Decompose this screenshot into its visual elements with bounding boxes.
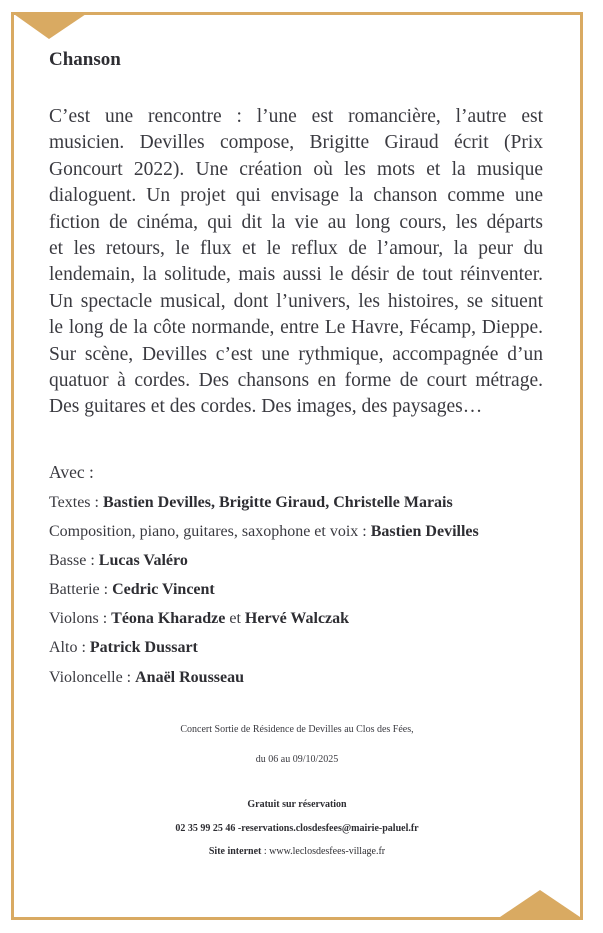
credit-item-violoncelle (49, 666, 479, 695)
credit-names: Lucas Valéro (98, 552, 188, 570)
credit-names: Patrick Dussart (89, 639, 198, 657)
paragraph-line: le long de la côte normande, entre Le Havre, Fécamp, Dieppe. (49, 317, 543, 339)
credit-role: Alto : (49, 639, 90, 657)
credit-names: Cedric Vincent (112, 581, 215, 599)
paragraph-line: C’est une rencontre : l’une est romancière, l’autre est (49, 106, 543, 127)
corner-triangle-top-left (11, 12, 91, 40)
free-reservation-label: Gratuit sur réservation (247, 799, 347, 810)
credits-list (49, 491, 479, 695)
concert-info: Concert Sortie de Résidence de Devilles au Clos des Fées, (180, 724, 414, 735)
website-link[interactable]: www.leclosdesfees-village.fr (269, 846, 386, 857)
section-title: Chanson (49, 49, 121, 70)
credit-role: Batterie : (49, 581, 113, 599)
paragraph-line: Goncourt 2022). Une création où les mots et la musique (49, 158, 543, 180)
credit-item-batterie (49, 578, 479, 607)
paragraph-line: musicien. Devilles compose, Brigitte Giraud écrit (Prix (49, 132, 543, 154)
credit-item-basse (49, 549, 479, 578)
reservation-contact[interactable]: 02 35 99 25 46 -reservations.closdesfees@mairie-paluel.fr (175, 823, 419, 834)
credit-names: Hervé Walczak (244, 610, 350, 628)
credit-role: Violoncelle : (49, 668, 136, 686)
paragraph-line: Des guitares et des cordes. Des images, des paysages… (49, 396, 483, 418)
website-line (11, 846, 583, 857)
paragraph-line: lendemain, la solitude, mais aussi le désir de tout réinventer. (49, 264, 543, 286)
paragraph-line: Un spectacle musical, dont l’univers, les histoires, se situent (49, 290, 543, 312)
credit-role: Violons : (49, 610, 112, 628)
paragraph-line: quatuor à cordes. Des chansons en forme de court métrage. (49, 370, 543, 392)
credit-item-composition (49, 520, 479, 549)
paragraph-line: et les retours, le flux et le reflux de l’amour, la peur du (49, 238, 543, 260)
credit-item-alto (49, 636, 479, 665)
credit-item-violons (49, 607, 479, 636)
paragraph-line: fiction de cinéma, qui dit la vie au long cours, les départs (49, 211, 543, 233)
credit-role: Basse : (49, 552, 99, 570)
website-separator: : (261, 846, 270, 857)
corner-triangle-bottom-right (500, 889, 580, 917)
credit-role: Composition, piano, guitares, saxophone et voix : (49, 523, 371, 541)
credit-names: Bastien Devilles, Brigitte Giraud, Christelle Marais (102, 494, 453, 511)
credit-names: Bastien Devilles (370, 523, 479, 541)
paragraph-line: dialoguent. Un projet qui envisage la chanson comme une (49, 185, 543, 207)
credit-names: Téona Kharadze (111, 610, 226, 628)
credit-item-textes (49, 491, 479, 520)
website-label: Site internet (208, 846, 262, 857)
description-paragraph (49, 104, 543, 421)
credit-joiner: et (225, 610, 245, 628)
credit-role: Textes : (49, 494, 103, 511)
avec-label: Avec : (49, 462, 94, 482)
credit-names: Anaël Rousseau (135, 668, 245, 686)
paragraph-line: Sur scène, Devilles c’est une rythmique, accompagnée d’un (49, 343, 543, 365)
concert-dates: du 06 au 09/10/2025 (255, 754, 339, 765)
